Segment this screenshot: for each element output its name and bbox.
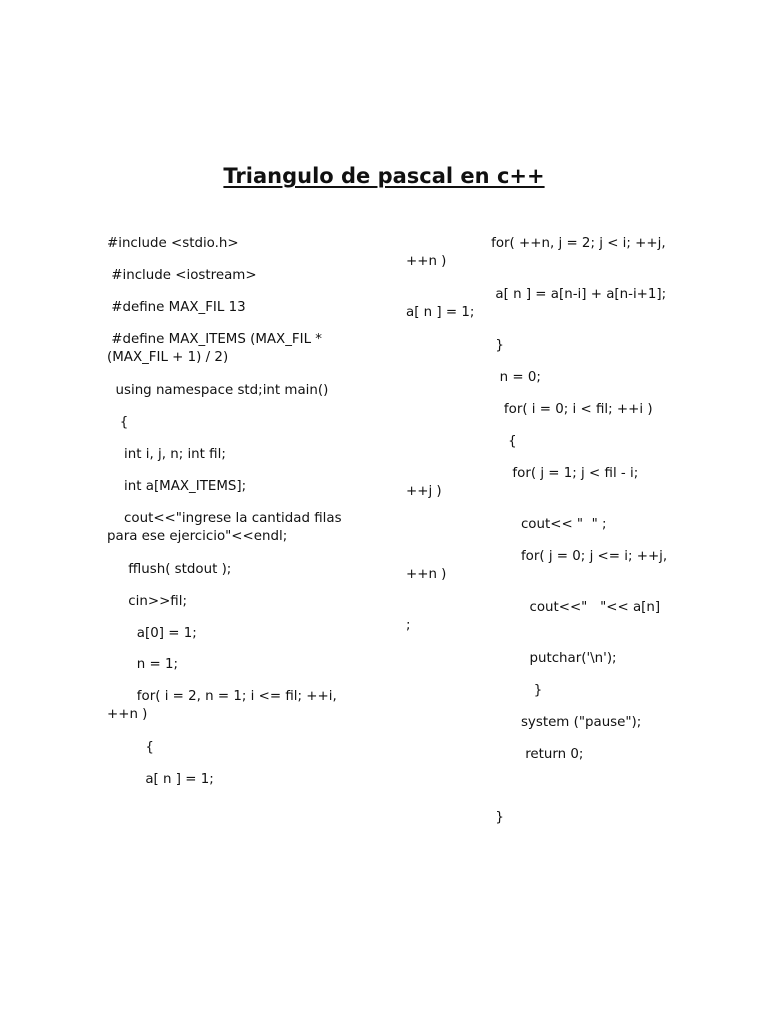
code-line: a[ n ] = 1; [107,772,214,787]
code-line: n = 0; [406,370,541,385]
code-line: cout<<" "<< a[n] ; [406,600,665,633]
code-line: int i, j, n; int fil; [107,447,226,462]
code-line: a[0] = 1; [107,626,197,641]
code-line: { [107,415,129,430]
code-line: } [406,810,504,825]
code-line: cout<<"ingrese la cantidad filas para ese ejercicio"<<endl; [107,511,346,544]
code-line: int a[MAX_ITEMS]; [107,479,247,494]
code-line: { [406,434,517,449]
code-line: cout<< " " ; [406,517,607,532]
code-line: { [107,740,154,755]
document-title: Triangulo de pascal en c++ [223,164,545,188]
code-line: cin>>fil; [107,594,187,609]
code-line: using namespace std;int main() [107,383,329,398]
code-line: #include <iostream> [107,268,257,283]
code-line: } [406,683,543,698]
code-line: a[ n ] = a[n-i] + a[n-i+1]; a[ n ] = 1; [406,287,671,320]
code-line: #include <stdio.h> [107,236,239,251]
code-line: return 0; [406,747,584,762]
code-line: for( i = 0; i < fil; ++i ) [406,402,653,417]
code-line: system ("pause"); [406,715,642,730]
code-line: fflush( stdout ); [107,562,232,577]
code-line: n = 1; [107,657,179,672]
code-line: #define MAX_ITEMS (MAX_FIL * (MAX_FIL + 1) / 2) [107,332,327,365]
code-line: for( i = 2, n = 1; i <= fil; ++i, ++n ) [107,689,341,722]
code-line: } [406,338,504,353]
code-line: for( j = 0; j <= i; ++j, ++n ) [406,549,672,582]
code-line: putchar('\n'); [406,651,617,666]
code-line: for( ++n, j = 2; j < i; ++j, ++n ) [406,236,670,269]
code-line: for( j = 1; j < fil - i; ++j ) [406,466,643,499]
code-line: #define MAX_FIL 13 [107,300,246,315]
